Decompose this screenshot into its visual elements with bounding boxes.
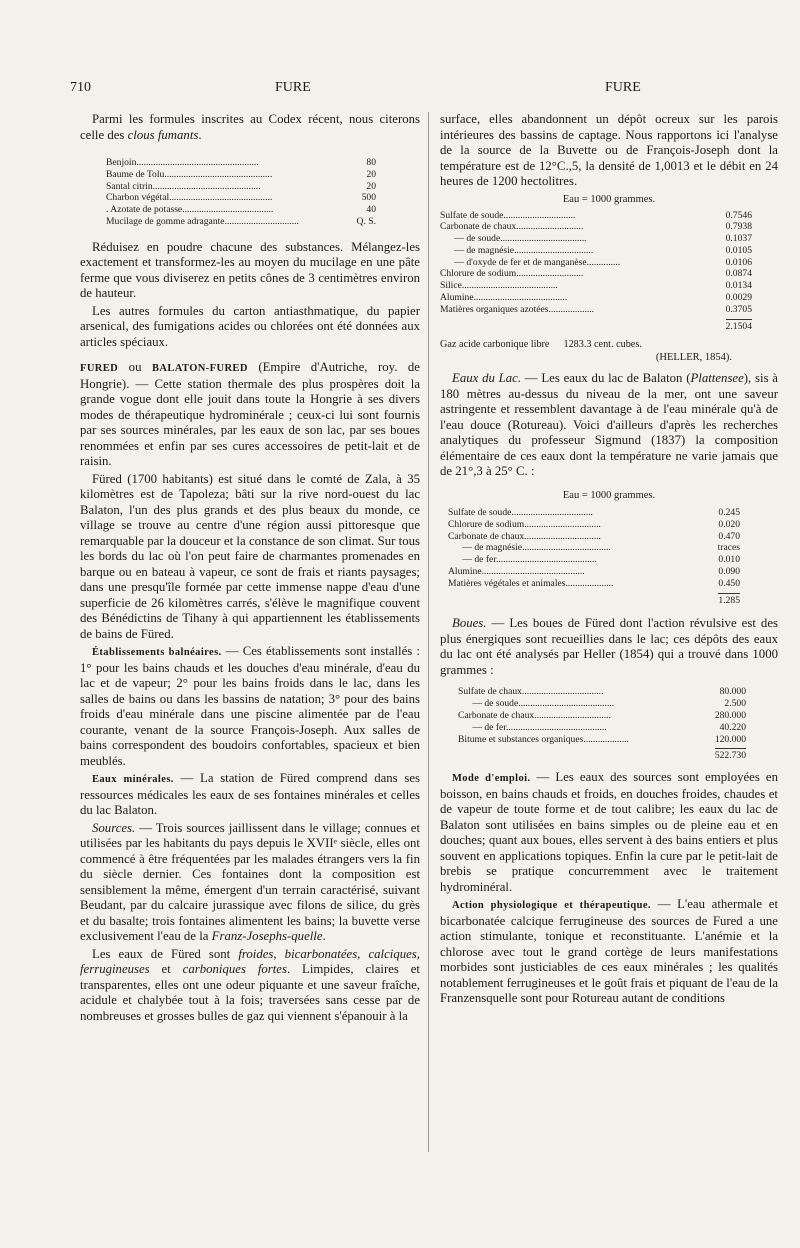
analysis-table-boues: [458, 686, 746, 762]
table-cell-value: Q. S.: [356, 215, 376, 227]
table-total: 1.285: [718, 594, 740, 606]
table-cell-name: Mucilage de gomme adragante...............................: [106, 215, 299, 227]
heading-boues: Boues.: [452, 616, 487, 631]
paragraph-reduisez: Réduisez en poudre chacune des substances. Mélangez-les exactement et transformez-les au moyen du mucilage en une pâte ferme que vous diviserez en petits cônes de 3 centimètres environ de hauteur.: [80, 239, 420, 301]
table-row: [440, 304, 752, 316]
entry-headword-2: BALATON-FURED: [152, 363, 248, 375]
table-cell-name: Sulfate de soude..................................: [448, 506, 593, 518]
table-row: [448, 578, 740, 590]
heading-mode-emploi: Mode d'emploi.: [452, 773, 531, 785]
table-row: [106, 157, 376, 169]
table-total-row: [448, 590, 740, 607]
right-column: [440, 112, 778, 1009]
table-cell-value: 0.3705: [725, 303, 752, 315]
table-cell-name: — de soude........................................: [458, 698, 615, 710]
table-cell-name: Baume de Tolu.............................................: [106, 168, 273, 180]
table-row: [448, 531, 740, 543]
table-cell-value: 2.500: [724, 698, 746, 710]
table-total-row: [458, 745, 746, 762]
table-row: [440, 233, 752, 245]
table-cell-name: — de fer..........................................: [448, 554, 597, 566]
analysis-table-source: [440, 210, 752, 333]
paragraph-eaux-fured: Les eaux de Füred sont froides, bicarbonatées, calciques, ferrugineuses et carboniques fortes. Limpides, claires et transparentes, elles ont une odeur piquante et une saveur fraîche, acidule et chalybée tout à la fois; traversées sans cesse par de nombreuses et grosses bulles de gaz qui viennent s'épanouir à la: [80, 946, 420, 1023]
table-cell-name: Charbon végétal...........................................: [106, 192, 273, 204]
paragraph-etablissements: Établissements balnéaires. — Ces établissements sont installés : 1° pour les bains chauds et les douches d'eau minérale, d'eau du lac et de vapeur; 2° pour les bains froids dans le lac, dans les salles de bains ou dans les bassins de natation; 3° pour des bains froids d'eau minérale dans une piscine alimentée par de l'eau courante, venant de la source François-Joseph. Aux salles de bains correspondent des boudoirs confortables, spacieux et bien meublés.: [80, 644, 420, 768]
table-row: [440, 268, 752, 280]
gas-line: Gaz acide carbonique libre 1283.3 cent. cubes.: [440, 339, 642, 351]
page-number: 710: [70, 80, 91, 95]
table-cell-value: 0.010: [718, 554, 740, 566]
table-row: [106, 204, 376, 216]
heading-eaux-du-lac: Eaux du Lac.: [452, 371, 522, 386]
table-cell-value: 0.0134: [725, 280, 752, 292]
table-cell-value: 40: [366, 204, 376, 216]
table-cell-value: 0.020: [718, 518, 740, 530]
table-row: [458, 686, 746, 698]
table-cell-value: 0.7546: [725, 209, 752, 221]
table-cell-value: 0.0105: [725, 244, 752, 256]
table-cell-value: 0.470: [718, 530, 740, 542]
table-row: [458, 734, 746, 746]
table-row: [440, 292, 752, 304]
analysis-table-lac: [448, 507, 740, 606]
table-cell-name: — de magnésie.................................: [440, 244, 594, 256]
table-cell-name: Alumine.......................................: [440, 292, 568, 304]
table-total: 522.730: [714, 750, 746, 762]
table-row: [440, 210, 752, 222]
table-row: [448, 519, 740, 531]
heading-action: Action physiologique et thérapeutique.: [452, 900, 651, 912]
table-row: [106, 181, 376, 193]
table-cell-name: — de soude....................................: [440, 233, 587, 245]
table-cell-name: Matières organiques azotées...................: [440, 303, 595, 315]
table-cell-name: Carbonate de chaux................................: [458, 709, 611, 721]
table-cell-value: 500: [361, 192, 376, 204]
running-head-left: FURE: [275, 80, 311, 95]
table-cell-value: 0.1037: [725, 233, 752, 245]
table-cell-value: 0.0106: [725, 256, 752, 268]
paragraph-eaux-minerales: Eaux minérales. — La station de Füred comprend dans ses ressources médicales les eaux de ses fontaines minérales et celles du lac Balaton.: [80, 771, 420, 818]
table-row: [458, 710, 746, 722]
table1-source: (HELLER, 1854).: [655, 352, 732, 364]
paragraph-mode-emploi: Mode d'emploi. — Les eaux des sources sont employées en boisson, en bains chauds et froids, en douches froides, chaudes et de vapeur de toute forme et de tout calibre; les eaux du lac de Balaton sont utilisées en bains simples ou de pleine eau et en douches; quant aux boues, elles servent à des bains entiers et plus souvent en applications topiques. Enfin la cure par le petit-lait de brebis se pratique concurremment avec le traitement hydrominéral.: [440, 770, 778, 894]
table-cell-value: 40.220: [719, 721, 746, 733]
table-row: [448, 507, 740, 519]
left-column: [80, 112, 420, 1026]
table-row: [440, 221, 752, 233]
table-cell-name: . Azotate de potasse......................................: [106, 204, 274, 216]
table-cell-value: 0.0874: [725, 268, 752, 280]
formula-table: [106, 157, 376, 228]
table-cell-value: 120.000: [714, 733, 746, 745]
table-cell-value: 280.000: [714, 709, 746, 721]
paragraph-autres: Les autres formules du carton antiasthmatique, du papier arsenical, des fumigations acides ou chlorées ont été données aux articles spéciaux.: [80, 303, 420, 349]
column-divider: [428, 112, 429, 1152]
table-cell-name: Carbonate de chaux................................: [448, 530, 601, 542]
paragraph-fured: Füred (1700 habitants) est situé dans le comté de Zala, à 35 kilomètres est de Tapoleza; bâti sur la rive nord-ouest du lac Balaton, l'un des plus grands et des plus beaux du monde, ce village se trouve au centre d'une région aussi pittoresque que remarquable par la douceur et la constance de son climat. Sur tous les bords du lac où l'on peut faire de charmantes promenades en barque ou en bateau à vapeur, ce sont de frais et riants paysages; dans une presqu'île formée par cette immense nappe d'eau d'une superficie de 26 kilomètres carrés, s'élève le magnifique couvent des Bénédictins de Tihany à qui appartiennent les établissements de bains de Füred.: [80, 471, 420, 641]
running-header: [70, 80, 750, 100]
table-cell-name: — de magnésie.....................................: [448, 542, 611, 554]
table-cell-name: Chlorure de sodium............................: [440, 268, 584, 280]
table-row: [106, 169, 376, 181]
paragraph-surface: surface, elles abandonnent un dépôt ocreux sur les parois intérieures des bassins de captage. Nous rapportons ici l'analyse de la source de la Buvette ou de François-Joseph dont la température est de 12°C.,5, la densité de 1,0013 et le débit en 24 heures de 1200 hectolitres.: [440, 112, 778, 188]
paragraph-eaux-du-lac: Eaux du Lac. — Les eaux du lac de Balaton (Plattensee), sis à 180 mètres au-dessus du niveau de la mer, ont une saveur astringente et ressemblent davantage à de l'eau minérale qu'à de l'eau douce (Rotureau). Voici d'ailleurs d'après les recherches analytiques du professeur Sigmund (1837) la composition élémentaire de ces eaux dont la température ne varie jamais que de 21°,3 à 25° C. :: [440, 371, 778, 479]
table-cell-name: Benjoin...................................................: [106, 157, 259, 168]
table-row: [106, 192, 376, 204]
table1-caption: Eau = 1000 grammes.: [562, 193, 656, 205]
table-cell-value: 0.090: [718, 565, 740, 577]
table-cell-value: traces: [717, 542, 740, 554]
table-row: [448, 542, 740, 554]
entry-headword: FURED: [80, 363, 119, 375]
table2-caption: Eau = 1000 grammes.: [562, 489, 656, 501]
table-cell-name: Chlorure de sodium................................: [448, 518, 601, 530]
table-cell-value: 0.7938: [725, 221, 752, 233]
intro-paragraph: Parmi les formules inscrites au Codex récent, nous citerons celle des clous fumants.: [80, 112, 420, 142]
table-cell-value: 0.450: [718, 577, 740, 589]
table-cell-name: — d'oxyde de fer et de manganèse..............: [440, 256, 621, 268]
heading-eaux-minerales: Eaux minérales.: [92, 774, 174, 786]
paragraph-action: Action physiologique et thérapeutique. — L'eau athermale et bicarbonatée calcique ferrugineuse des sources de Fured a une action stimulante, tonique et reconstituante. L'anémie et la chlorose avec tout le grand cortège de leurs manifestations morbides sont justiciables de ces eaux minérales ; les qualités notablement ferrugineuses et le goût frais et piquant de l'eau de la Franzensquelle sont pour Rotureau autant de conditions: [440, 897, 779, 1006]
table-cell-value: 20: [366, 180, 376, 192]
table-cell-value: 20: [366, 168, 376, 180]
heading-sources: Sources.: [92, 820, 136, 835]
table-cell-name: Matières végétales et animales....................: [448, 577, 614, 589]
table-cell-name: Sulfate de chaux..................................: [458, 686, 604, 698]
table-cell-value: 0.0029: [725, 292, 752, 304]
heading-etablissements: Établissements balnéaires.: [92, 647, 222, 659]
running-head-right: FURE: [605, 80, 641, 95]
table-total-row: [440, 316, 752, 333]
table-cell-name: Bitume et substances organiques...................: [458, 733, 629, 745]
table-row: [106, 216, 376, 228]
table-cell-name: Silice........................................: [440, 280, 558, 292]
table-cell-name: Santal citrin.............................................: [106, 180, 261, 192]
table-row: [448, 554, 740, 566]
table-total: 2.1504: [725, 320, 752, 332]
table-row: [458, 698, 746, 710]
paragraph-boues: Boues. — Les boues de Füred dont l'action révulsive est des plus énergiques sont recueillies dans le lac; ces dépôts des eaux du lac ont été analysés par Heller (1854) qui a trouvé dans 1000 grammes :: [440, 616, 778, 677]
table-cell-name: Carbonate de chaux............................: [440, 221, 584, 233]
paragraph-sources: Sources. — Trois sources jaillissent dans le village; connues et utilisées par les habitants du pays depuis le XVIIᵉ siècle, elles ont commencé à être fréquentées par les malades étrangers vers la fin du siècle dernier. Ces fontaines dont la composition est sensiblement la même, émergent d'un terrain caractérisé, suivant Beudant, par du calcaire jurassique avec filons de silice, du grès et du basalte; trois fontaines alimentent les bains; la buvette verse exclusivement l'eau de la Franz-Josephs-quelle.: [80, 820, 420, 944]
table-row: [440, 280, 752, 292]
table-cell-value: 80.000: [719, 686, 746, 698]
table-cell-name: Alumine...........................................: [448, 565, 585, 577]
table-cell-name: Sulfate de soude..............................: [440, 209, 576, 221]
table-row: [440, 245, 752, 257]
table-cell-value: 0.245: [718, 506, 740, 518]
entry-fured: FURED ou BALATON-FURED (Empire d'Autriche, roy. de Hongrie). — Cette station thermale des plus prospères doit la grande vogue dont elle jouit dans toute la Hongrie à ses divers modes de thérapeutique hydrominérale ; ceux-ci lui sont fournis par ses sources minérales, par les eaux de son lac, par ses boues renommées et enfin par ses cures accessoires de petit-lait et de raisin.: [80, 360, 420, 469]
table-row: [448, 566, 740, 578]
table-cell-value: 80: [366, 157, 376, 168]
table-cell-name: — de fer..........................................: [458, 721, 607, 733]
table-row: [440, 257, 752, 269]
table-row: [458, 722, 746, 734]
